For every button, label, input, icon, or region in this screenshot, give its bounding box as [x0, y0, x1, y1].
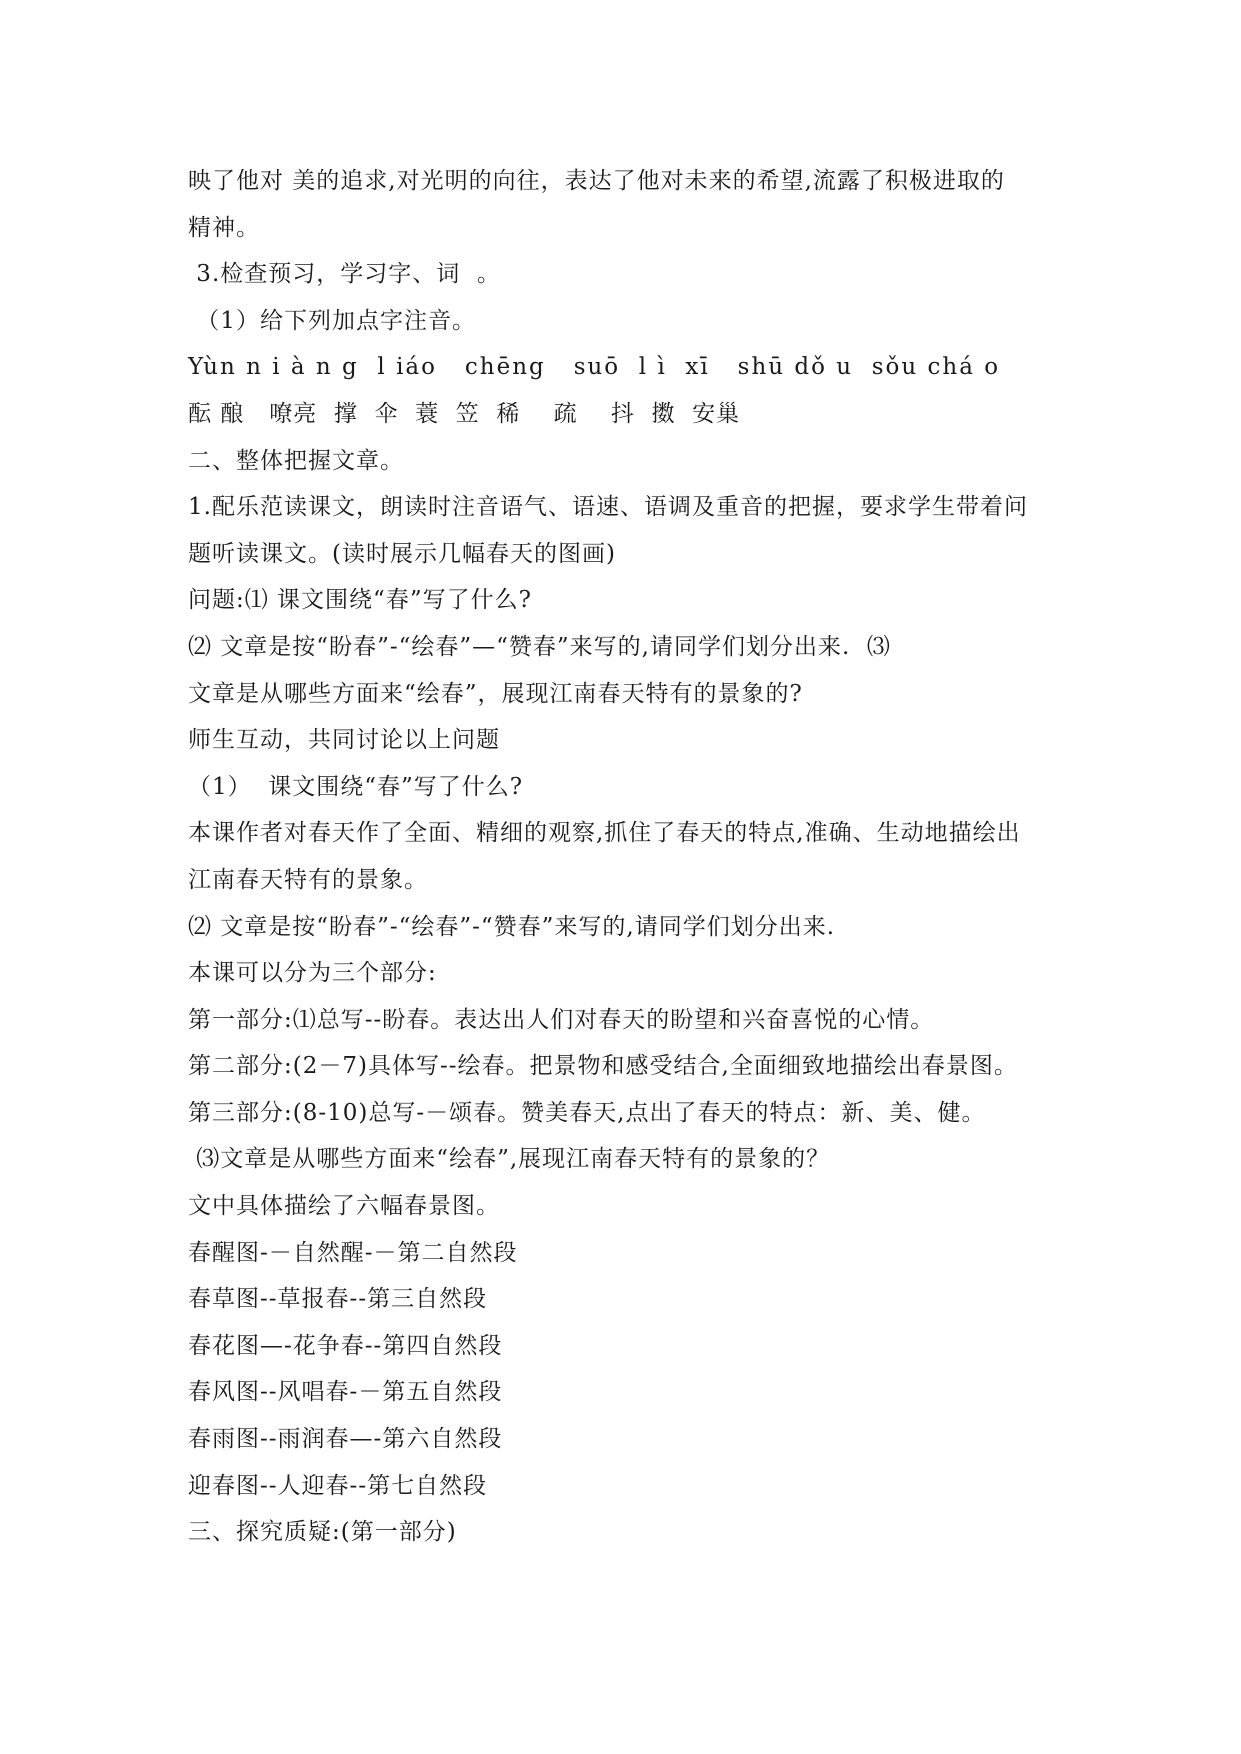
list-item: 春醒图-－自然醒-－第二自然段 — [188, 1239, 518, 1266]
text-line: 第二部分:(2－7)具体写--绘春。把景物和感受结合,全面细致地描绘出春景图。 — [188, 1053, 1018, 1080]
sub-heading: （1） 课文围绕“春”写了什么? — [188, 773, 524, 800]
document-body — [188, 158, 1088, 1556]
sub-heading: （1）给下列加点字注音。 — [188, 307, 476, 334]
text-line: 本课可以分为三个部分: — [188, 960, 437, 987]
list-item: 春草图--草报春--第三自然段 — [188, 1286, 488, 1313]
list-item: 春风图--风唱春-－第五自然段 — [188, 1379, 503, 1406]
section-heading: 3.检查预习，学习字、词 。 — [188, 261, 501, 288]
question-line: 问题:⑴ 课文围绕“春”写了什么? — [188, 587, 532, 614]
text-line: 第三部分:(8-10)总写-－颂春。赞美春天,点出了春天的特点：新、美、健。 — [188, 1099, 986, 1126]
text-line: 精神。 — [188, 214, 260, 241]
section-heading: 三、探究质疑:(第一部分) — [188, 1519, 457, 1546]
text-line: 1.配乐范读课文，朗读时注音语气、语速、语调及重音的把握，要求学生带着问 — [188, 494, 1028, 521]
text-line: 文中具体描绘了六幅春景图。 — [188, 1193, 500, 1220]
list-item: 春花图—-花争春--第四自然段 — [188, 1332, 503, 1359]
vocabulary-line: 酝 酿 嘹亮 撑 伞 蓑 笠 稀 疏 抖 擞 安巢 — [188, 400, 741, 427]
text-line: 本课作者对春天作了全面、精细的观察,抓住了春天的特点,准确、生动地描绘出 — [188, 820, 1021, 847]
list-item: 迎春图--人迎春--第七自然段 — [188, 1472, 488, 1499]
text-line: 映了他对 美的追求,对光明的向往，表达了他对未来的希望,流露了积极进取的 — [188, 168, 1005, 194]
list-item: 春雨图--雨润春—-第六自然段 — [188, 1426, 503, 1453]
pinyin-line: Yùn n i à n g l iáo chēng suō l ì xī shū dǒ u sǒu chá o — [188, 354, 1001, 381]
text-line: 师生互动，共同讨论以上问题 — [188, 727, 500, 754]
section-heading: 二、整体把握文章。 — [188, 447, 404, 474]
sub-heading: ⑶文章是从哪些方面来“绘春”,展现江南春天特有的景象的？ — [188, 1146, 831, 1173]
text-line: 第一部分:⑴总写--盼春。表达出人们对春天的盼望和兴奋喜悦的心情。 — [188, 1006, 935, 1033]
sub-heading: ⑵ 文章是按“盼春”-“绘春”-“赞春”来写的,请同学们划分出来. — [188, 913, 836, 940]
text-line: 题听读课文。(读时展示几幅春天的图画) — [188, 540, 616, 567]
text-line: 江南春天特有的景象。 — [188, 866, 428, 893]
question-line: 文章是从哪些方面来“绘春”，展现江南春天特有的景象的? — [188, 680, 803, 707]
question-line: ⑵ 文章是按“盼春”-“绘春”—“赞春”来写的,请同学们划分出来. ⑶ — [188, 633, 891, 660]
